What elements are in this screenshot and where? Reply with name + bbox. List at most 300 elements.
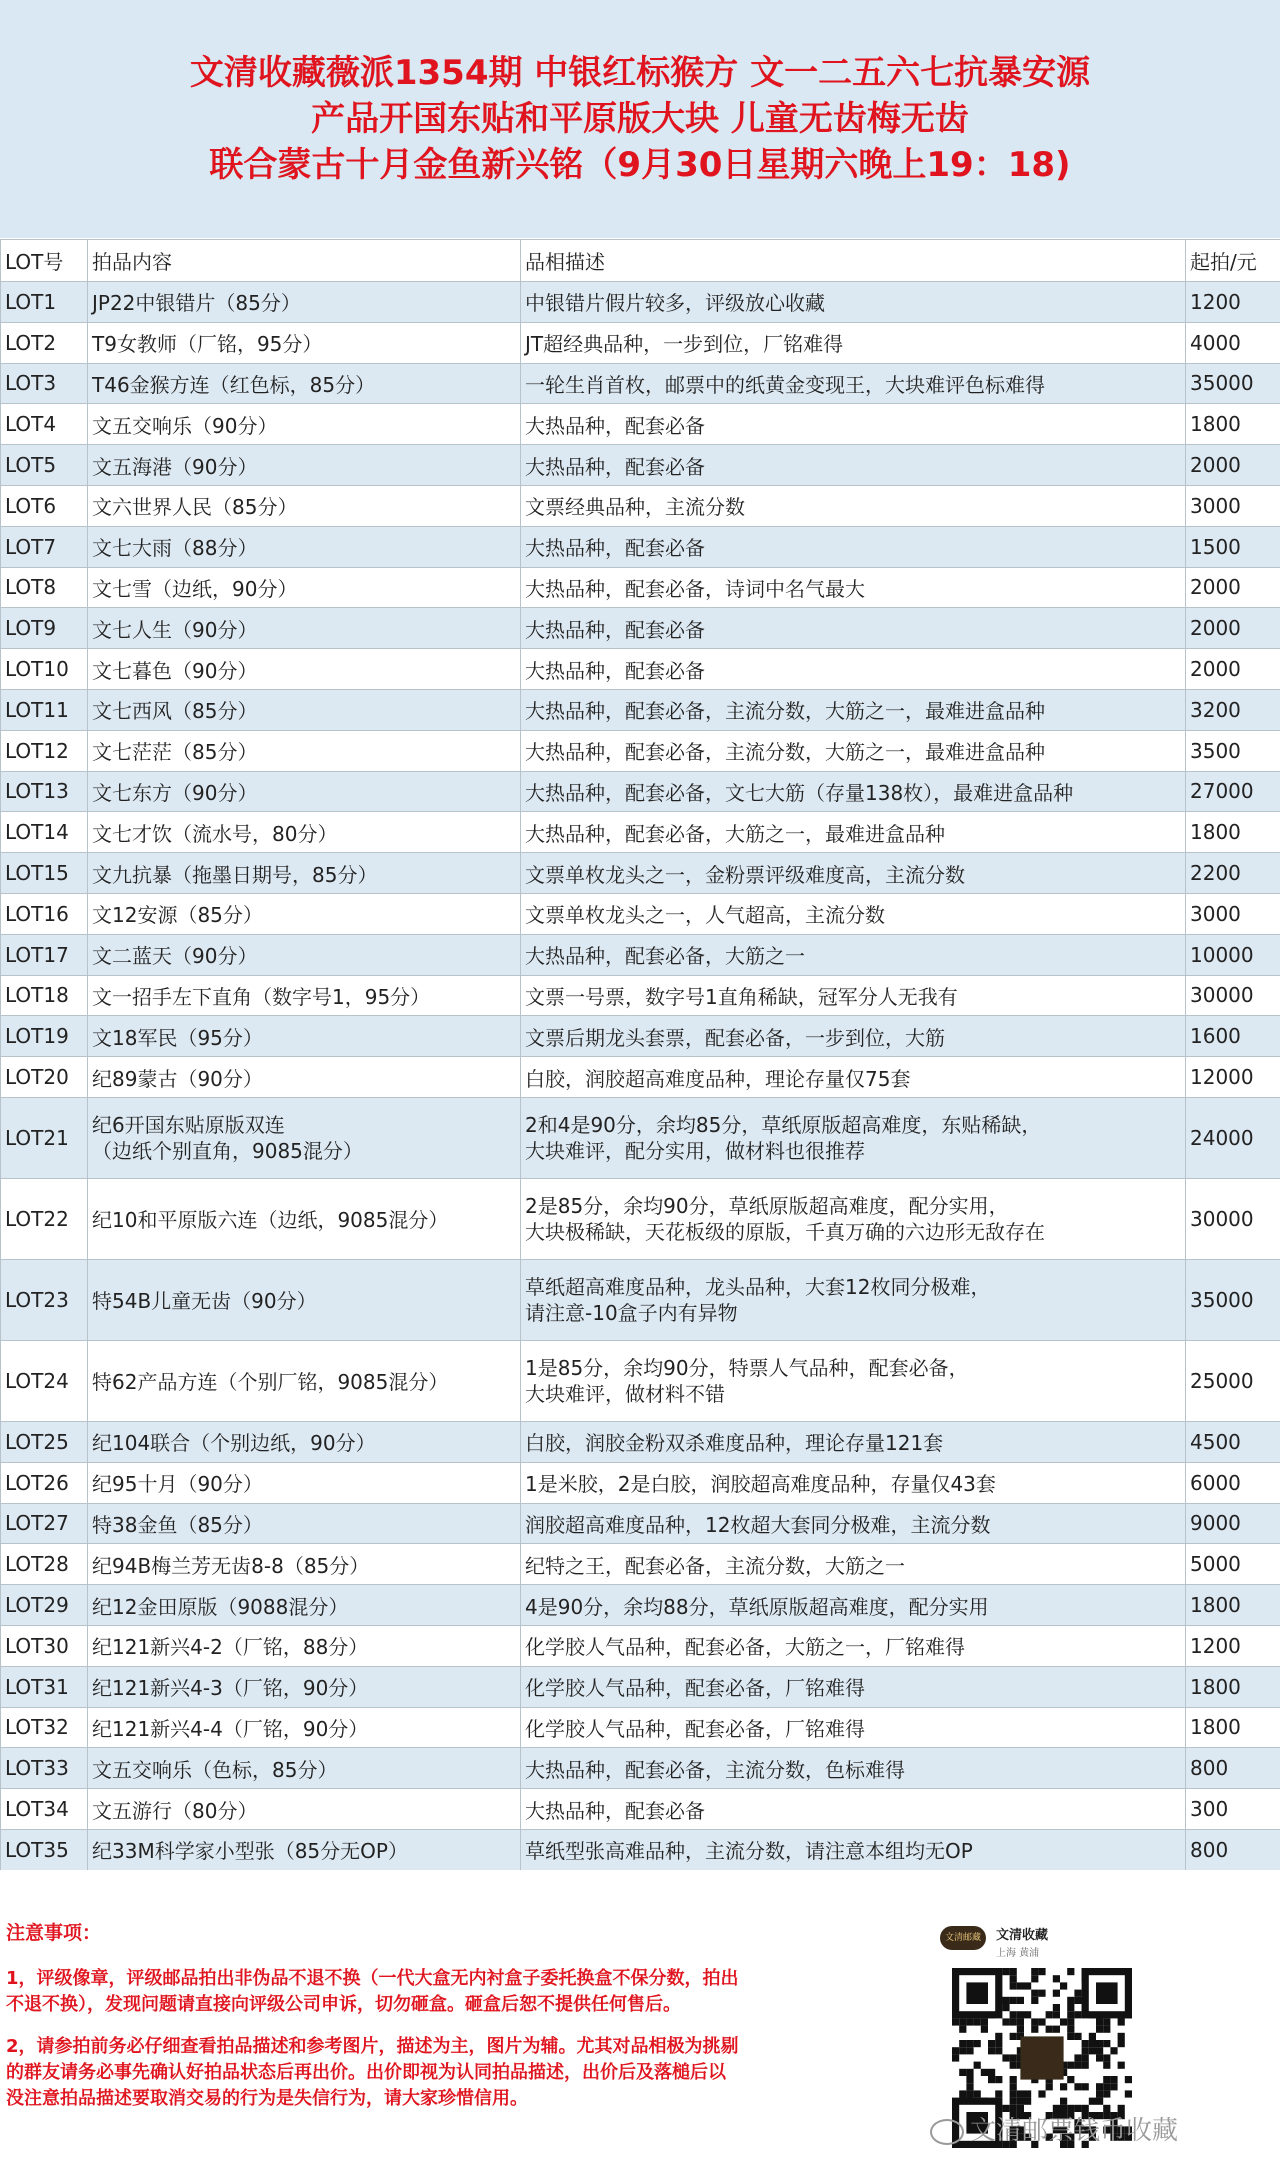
qr-account-name: 文清收藏 [996, 1928, 1049, 1943]
cell-text: LOT19 [5, 1024, 69, 1049]
cell-text: 35000 [1190, 371, 1254, 396]
cell-text: 2000 [1190, 453, 1241, 478]
cell-text: LOT23 [5, 1287, 69, 1312]
lot-number-cell [1, 1016, 88, 1057]
cell-text: 纪33M科学家小型张（85分无OP） [92, 1839, 408, 1864]
table-row [1, 1340, 1280, 1421]
notes-paragraph-1b: 不退不换），发现问题请直接向评级公司申诉，切勿砸盒。砸盒后恕不提供任何售后。 [6, 1994, 681, 2015]
cell-text: 2200 [1190, 861, 1241, 886]
description-cell [521, 689, 1186, 730]
start-price-cell [1186, 1421, 1280, 1462]
cell-text: 特38金鱼（85分） [92, 1512, 263, 1537]
wechat-icon [930, 2119, 964, 2145]
cell-text: 草纸型张高难品种，主流分数，请注意本组均无OP [525, 1839, 973, 1864]
cell-text: LOT32 [5, 1715, 69, 1740]
cell-text: LOT35 [5, 1837, 69, 1862]
cell-text: 大热品种，配套必备，主流分数，色标难得 [525, 1757, 905, 1782]
lot-number-cell [1, 812, 88, 853]
lot-number-cell [1, 1178, 88, 1259]
cell-text: 大块极稀缺，天花板级的原版，千真万确的六边形无敌存在 [525, 1219, 1045, 1244]
cell-text: 35000 [1190, 1287, 1254, 1312]
start-price-cell [1186, 282, 1280, 323]
cell-text: LOT27 [5, 1511, 69, 1536]
table-row [1, 1503, 1280, 1544]
notes-paragraph-2a: 2，请参拍前务必仔细查看拍品描述和参考图片，描述为主，图片为辅。尤其对品相极为挑剔 [6, 2036, 739, 2057]
cell-text: 纪12金田原版（9088混分） [92, 1594, 349, 1619]
cell-text: 1500 [1190, 534, 1241, 559]
lot-number-cell [1, 1625, 88, 1666]
table-row [1, 975, 1280, 1016]
cell-text: 文票单枚龙头之一，金粉票评级难度高，主流分数 [525, 862, 965, 887]
cell-text: 文票后期龙头套票，配套必备，一步到位，大筋 [525, 1025, 945, 1050]
description-cell [521, 1421, 1186, 1462]
lot-number-cell [1, 1666, 88, 1707]
description-cell [521, 608, 1186, 649]
table-row [1, 1421, 1280, 1462]
table-row [1, 1259, 1280, 1340]
cell-text: 文七西风（85分） [92, 699, 258, 724]
cell-text: LOT28 [5, 1552, 69, 1577]
start-price-cell [1186, 1544, 1280, 1585]
lot-number-cell [1, 1585, 88, 1626]
description-cell [521, 975, 1186, 1016]
description-cell [521, 526, 1186, 567]
cell-text: 4是90分，余均88分，草纸原版超高难度，配分实用 [525, 1594, 989, 1619]
cell-text: 文七东方（90分） [92, 780, 258, 805]
table-row [1, 485, 1280, 526]
start-price-cell [1186, 404, 1280, 445]
cell-text: 1200 [1190, 289, 1241, 314]
cell-text: 2000 [1190, 657, 1241, 682]
cell-text: LOT22 [5, 1206, 69, 1231]
item-cell [88, 771, 521, 812]
table-row [1, 1585, 1280, 1626]
cell-text: LOT12 [5, 738, 69, 763]
item-cell [88, 1789, 521, 1830]
item-cell [88, 485, 521, 526]
description-cell [521, 1585, 1186, 1626]
cell-text: LOT33 [5, 1756, 69, 1781]
description-cell [521, 1829, 1186, 1870]
cell-text: 一轮生肖首枚，邮票中的纸黄金变现王，大块难评色标难得 [525, 372, 1045, 397]
lot-number-cell [1, 893, 88, 934]
cell-text: 24000 [1190, 1125, 1254, 1150]
notes-title: 注意事项： [6, 1922, 102, 1944]
cell-text: 文五游行（80分） [92, 1798, 258, 1823]
cell-text: 文七暮色（90分） [92, 658, 258, 683]
start-price-cell [1186, 322, 1280, 363]
item-cell [88, 1097, 521, 1178]
cell-text: 文五交响乐（90分） [92, 413, 278, 438]
cell-text: 润胶超高难度品种，12枚超大套同分极难，主流分数 [525, 1512, 991, 1537]
cell-text: 文票经典品种，主流分数 [525, 495, 745, 520]
lot-number-cell [1, 975, 88, 1016]
description-cell [521, 1462, 1186, 1503]
brand-logo: 文清邮藏 [940, 1926, 986, 1950]
item-cell [88, 934, 521, 975]
cell-text: 大热品种，配套必备，主流分数，大筋之一，最难进盒品种 [525, 699, 1045, 724]
description-cell [521, 404, 1186, 445]
lot-number-cell [1, 1259, 88, 1340]
description-cell [521, 363, 1186, 404]
lot-number-cell [1, 689, 88, 730]
item-cell [88, 1707, 521, 1748]
item-cell [88, 649, 521, 690]
cell-text: LOT1 [5, 289, 57, 314]
description-cell [521, 853, 1186, 894]
item-cell [88, 975, 521, 1016]
table-row [1, 322, 1280, 363]
cell-text: 大热品种，配套必备 [525, 536, 705, 561]
cell-text: LOT17 [5, 942, 69, 967]
cell-text: LOT4 [5, 412, 57, 437]
cell-text: 大热品种，配套必备，诗词中名气最大 [525, 576, 865, 601]
col-header-item: 拍品内容 [88, 240, 521, 282]
table-row [1, 689, 1280, 730]
cell-text: 2和4是90分，余均85分，草纸原版超高难度，东贴稀缺， [525, 1112, 1042, 1137]
item-cell [88, 1748, 521, 1789]
lot-number-cell [1, 608, 88, 649]
cell-text: 25000 [1190, 1368, 1254, 1393]
lot-number-cell [1, 1748, 88, 1789]
cell-text: 9000 [1190, 1511, 1241, 1536]
cell-text: T46金猴方连（红色标，85分） [92, 372, 376, 397]
item-cell [88, 526, 521, 567]
lot-number-cell [1, 649, 88, 690]
start-price-cell [1186, 363, 1280, 404]
item-cell [88, 689, 521, 730]
item-cell [88, 363, 521, 404]
lot-number-cell [1, 1340, 88, 1421]
cell-text: LOT30 [5, 1633, 69, 1658]
cell-text: 大块难评，做材料不错 [525, 1381, 725, 1406]
cell-text: 草纸超高难度品种，龙头品种，大套12枚同分极难， [525, 1274, 991, 1299]
cell-text: 大热品种，配套必备，大筋之一，最难进盒品种 [525, 821, 945, 846]
cell-text: 3000 [1190, 493, 1241, 518]
lot-number-cell [1, 853, 88, 894]
table-row [1, 1748, 1280, 1789]
description-cell [521, 1057, 1186, 1098]
cell-text: LOT7 [5, 534, 57, 559]
cell-text: 800 [1190, 1756, 1229, 1781]
description-cell [521, 1016, 1186, 1057]
item-cell [88, 404, 521, 445]
cell-text: LOT2 [5, 330, 57, 355]
cell-text: LOT18 [5, 983, 69, 1008]
item-cell [88, 1829, 521, 1870]
item-cell [88, 1666, 521, 1707]
cell-text: 纪121新兴4-2（厂铭，88分） [92, 1635, 369, 1660]
item-cell [88, 567, 521, 608]
cell-text: LOT6 [5, 493, 57, 518]
cell-text: 3200 [1190, 697, 1241, 722]
description-cell [521, 649, 1186, 690]
cell-text: 1800 [1190, 1715, 1241, 1740]
table-row [1, 1016, 1280, 1057]
cell-text: 文票单枚龙头之一，人气超高，主流分数 [525, 903, 885, 928]
cell-text: 4500 [1190, 1429, 1241, 1454]
cell-text: 30000 [1190, 1206, 1254, 1231]
cell-text: LOT11 [5, 697, 69, 722]
watermark-text: 文清邮票钱币收藏 [970, 2116, 1179, 2146]
description-cell [521, 1666, 1186, 1707]
start-price-cell [1186, 730, 1280, 771]
notes-paragraph-1a: 1，评级像章，评级邮品拍出非伪品不退不换（一代大盒无内衬盒子委托换盒不保分数，拍出 [6, 1968, 739, 1989]
cell-text: 中银错片假片较多，评级放心收藏 [525, 291, 825, 316]
table-row [1, 608, 1280, 649]
start-price-cell [1186, 1748, 1280, 1789]
cell-text: 1800 [1190, 1593, 1241, 1618]
cell-text: 大热品种，配套必备 [525, 413, 705, 438]
item-cell [88, 1057, 521, 1098]
cell-text: 大热品种，配套必备，主流分数，大筋之一，最难进盒品种 [525, 740, 1045, 765]
cell-text: LOT29 [5, 1593, 69, 1618]
item-cell [88, 1340, 521, 1421]
cell-text: 2000 [1190, 575, 1241, 600]
cell-text: 化学胶人气品种，配套必备，厂铭难得 [525, 1676, 865, 1701]
table-row [1, 934, 1280, 975]
description-cell [521, 1625, 1186, 1666]
table-row [1, 812, 1280, 853]
start-price-cell [1186, 1016, 1280, 1057]
lot-number-cell [1, 363, 88, 404]
title-line-1: 文清收藏薇派1354期 中银红标猴方 文一二五六七抗暴安源 [189, 53, 1091, 93]
item-cell [88, 1016, 521, 1057]
start-price-cell [1186, 1789, 1280, 1830]
start-price-cell [1186, 1503, 1280, 1544]
description-cell [521, 730, 1186, 771]
title-line-2: 产品开国东贴和平原版大块 儿童无齿梅无齿 [311, 99, 969, 139]
lot-number-cell [1, 1503, 88, 1544]
cell-text: 大热品种，配套必备 [525, 1798, 705, 1823]
lot-number-cell [1, 322, 88, 363]
start-price-cell [1186, 1829, 1280, 1870]
cell-text: 大热品种，配套必备 [525, 617, 705, 642]
item-cell [88, 1259, 521, 1340]
cell-text: LOT31 [5, 1674, 69, 1699]
start-price-cell [1186, 1707, 1280, 1748]
cell-text: 文七人生（90分） [92, 617, 258, 642]
cell-text: 6000 [1190, 1470, 1241, 1495]
cell-text: 白胶，润胶超高难度品种，理论存量仅75套 [525, 1066, 911, 1091]
col-header-lot: LOT号 [1, 240, 88, 282]
item-cell [88, 893, 521, 934]
cell-text: LOT3 [5, 371, 57, 396]
cell-text: 文18军民（95分） [92, 1025, 263, 1050]
item-cell [88, 322, 521, 363]
lot-number-cell [1, 1057, 88, 1098]
lot-number-cell [1, 1544, 88, 1585]
table-row [1, 730, 1280, 771]
cell-text: 1800 [1190, 820, 1241, 845]
cell-text: 纪94B梅兰芳无齿8-8（85分） [92, 1553, 370, 1578]
start-price-cell [1186, 1259, 1280, 1340]
cell-text: 300 [1190, 1797, 1229, 1821]
description-cell [521, 934, 1186, 975]
cell-text: 纪10和平原版六连（边纸，9085混分） [92, 1208, 449, 1233]
title-banner [0, 0, 1280, 238]
cell-text: 大热品种，配套必备，大筋之一 [525, 944, 805, 969]
start-price-cell [1186, 1625, 1280, 1666]
title-line-3: 联合蒙古十月金鱼新兴铭（9月30日星期六晚上19：18) [209, 145, 1071, 185]
table-row [1, 1057, 1280, 1098]
cell-text: 文七茫茫（85分） [92, 740, 258, 765]
item-cell [88, 282, 521, 323]
notes-section [0, 1870, 1280, 2167]
start-price-cell [1186, 689, 1280, 730]
table-row [1, 1829, 1280, 1870]
cell-text: 1600 [1190, 1024, 1241, 1049]
table-row [1, 893, 1280, 934]
cell-text: LOT15 [5, 861, 69, 886]
start-price-cell [1186, 934, 1280, 975]
item-cell [88, 1544, 521, 1585]
table-row [1, 649, 1280, 690]
description-cell [521, 322, 1186, 363]
description-cell [521, 1707, 1186, 1748]
cell-text: 文六世界人民（85分） [92, 495, 298, 520]
cell-text: LOT14 [5, 820, 69, 845]
item-cell [88, 1462, 521, 1503]
cell-text: LOT8 [5, 575, 57, 600]
cell-text: 5000 [1190, 1552, 1241, 1577]
cell-text: 4000 [1190, 330, 1241, 355]
cell-text: 大热品种，配套必备，文七大筋（存量138枚），最难进盒品种 [525, 780, 1074, 805]
cell-text: 特62产品方连（个别厂铭，9085混分） [92, 1370, 449, 1395]
cell-text: 文票一号票，数字号1直角稀缺，冠军分人无我有 [525, 984, 958, 1009]
description-cell [521, 1097, 1186, 1178]
item-cell [88, 1178, 521, 1259]
lot-number-cell [1, 404, 88, 445]
start-price-cell [1186, 975, 1280, 1016]
notes-paragraph-2b: 的群友请务必事先确认好拍品状态后再出价。出价即视为认同拍品描述，出价后及落槌后以 [6, 2062, 726, 2083]
description-cell [521, 812, 1186, 853]
cell-text: 3500 [1190, 738, 1241, 763]
cell-text: LOT20 [5, 1065, 69, 1090]
cell-text: LOT13 [5, 779, 69, 804]
cell-text: 纪6开国东贴原版双连 [92, 1112, 285, 1137]
start-price-cell [1186, 1097, 1280, 1178]
lot-number-cell [1, 567, 88, 608]
cell-text: LOT16 [5, 901, 69, 926]
start-price-cell [1186, 1178, 1280, 1259]
cell-text: 2000 [1190, 616, 1241, 641]
cell-text: 文九抗暴（拖墨日期号，85分） [92, 862, 378, 887]
start-price-cell [1186, 1340, 1280, 1421]
table-row [1, 526, 1280, 567]
table-row [1, 445, 1280, 486]
start-price-cell [1186, 853, 1280, 894]
cell-text: （边纸个别直角，9085混分） [92, 1138, 363, 1163]
lot-number-cell [1, 1789, 88, 1830]
cell-text: LOT5 [5, 453, 57, 478]
table-row [1, 363, 1280, 404]
cell-text: JT超经典品种，一步到位，厂铭难得 [525, 332, 844, 357]
start-price-cell [1186, 812, 1280, 853]
lot-number-cell [1, 934, 88, 975]
cell-text: 大热品种，配套必备 [525, 454, 705, 479]
lot-number-cell [1, 1707, 88, 1748]
description-cell [521, 567, 1186, 608]
cell-text: 文五交响乐（色标，85分） [92, 1757, 338, 1782]
cell-text: 3000 [1190, 901, 1241, 926]
start-price-cell [1186, 1666, 1280, 1707]
item-cell [88, 853, 521, 894]
table-row [1, 1097, 1280, 1178]
cell-text: 纪121新兴4-3（厂铭，90分） [92, 1676, 369, 1701]
item-cell [88, 1503, 521, 1544]
cell-text: 1800 [1190, 1674, 1241, 1699]
start-price-cell [1186, 1057, 1280, 1098]
lot-number-cell [1, 445, 88, 486]
lot-number-cell [1, 526, 88, 567]
start-price-cell [1186, 485, 1280, 526]
item-cell [88, 445, 521, 486]
table-header-row [1, 240, 1280, 282]
cell-text: 文七才饮（流水号，80分） [92, 821, 338, 846]
col-header-desc: 品相描述 [521, 240, 1186, 282]
start-price-cell [1186, 567, 1280, 608]
description-cell [521, 282, 1186, 323]
description-cell [521, 485, 1186, 526]
cell-text: LOT25 [5, 1429, 69, 1454]
table-row [1, 853, 1280, 894]
cell-text: 请注意-10盒子内有异物 [525, 1300, 738, 1325]
table-row [1, 282, 1280, 323]
qr-account-city: 上海 黄浦 [996, 1948, 1040, 1959]
item-cell [88, 812, 521, 853]
description-cell [521, 1789, 1186, 1830]
cell-text: 1是米胶，2是白胶，润胶超高难度品种，存量仅43套 [525, 1472, 996, 1497]
description-cell [521, 1544, 1186, 1585]
cell-text: 文一招手左下直角（数字号1，95分） [92, 984, 431, 1009]
cell-text: JP22中银错片（85分） [92, 291, 301, 316]
cell-text: 800 [1190, 1837, 1229, 1862]
start-price-cell [1186, 649, 1280, 690]
cell-text: T9女教师（厂铭，95分） [92, 332, 323, 357]
description-cell [521, 445, 1186, 486]
notes-paragraph-2c: 没注意拍品描述要取消交易的行为是失信行为，请大家珍惜信用。 [6, 2088, 528, 2109]
table-row [1, 1625, 1280, 1666]
cell-text: LOT24 [5, 1368, 69, 1393]
cell-text: 纪104联合（个别边纸，90分） [92, 1431, 376, 1456]
description-cell [521, 771, 1186, 812]
lot-number-cell [1, 730, 88, 771]
cell-text: 1是85分，余均90分，特票人气品种，配套必备， [525, 1355, 969, 1380]
table-row [1, 1544, 1280, 1585]
table-row [1, 1178, 1280, 1259]
cell-text: 1200 [1190, 1633, 1241, 1658]
cell-text: 化学胶人气品种，配套必备，厂铭难得 [525, 1716, 865, 1741]
table-row [1, 771, 1280, 812]
col-header-price: 起拍/元 [1186, 240, 1280, 282]
item-cell [88, 1625, 521, 1666]
description-cell [521, 1259, 1186, 1340]
cell-text: 文七雪（边纸，90分） [92, 576, 298, 601]
cell-text: 特54B儿童无齿（90分） [92, 1289, 317, 1314]
cell-text: 10000 [1190, 942, 1254, 967]
cell-text: 30000 [1190, 983, 1254, 1008]
cell-text: 纪121新兴4-4（厂铭，90分） [92, 1716, 369, 1741]
start-price-cell [1186, 1585, 1280, 1626]
lot-number-cell [1, 282, 88, 323]
cell-text: LOT10 [5, 657, 69, 682]
lot-number-cell [1, 1829, 88, 1870]
cell-text: 文七大雨（88分） [92, 536, 258, 561]
description-cell [521, 1178, 1186, 1259]
description-cell [521, 893, 1186, 934]
lot-number-cell [1, 1421, 88, 1462]
